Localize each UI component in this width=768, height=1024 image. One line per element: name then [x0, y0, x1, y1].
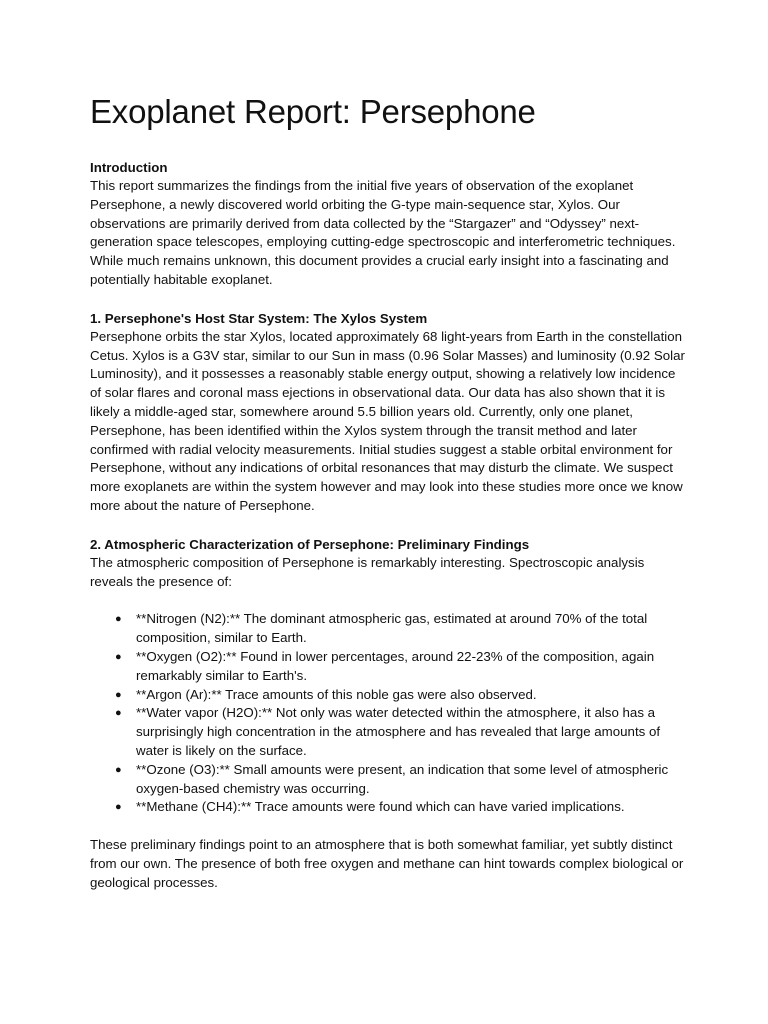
section-host-star: [90, 309, 690, 516]
section-heading-host-star: 1. Persephone's Host Star System: The Xylos System: [90, 310, 428, 326]
section-body-host-star: Persephone orbits the star Xylos, located approximately 68 light-years from Earth in the constellation Cetus. Xylos is a G3V star, similar to our Sun in mass (0.96 Solar Masses) and luminosity (0.92 Solar Luminosity), and it possesses a reasonably stable energy output, showing a relatively low incidence of solar flares and coronal mass ejections in observational data. Our data has also shown that it is likely a middle-aged star, somewhere around 5.5 billion years old. Currently, only one planet, Persephone, has been identified within the Xylos system through the transit method and later confirmed with radial velocity measurements. Initial studies suggest a stable orbital environment for Persephone, without any indications of orbital resonances that may disturb the climate. We suspect more exoplanets are within the system however and may look into these studies more once we know more about the nature of Persephone.: [90, 328, 685, 513]
list-item-text: **Ozone (O3):** Small amounts were present, an indication that some level of atmospheric oxygen-based chemistry was occurring.: [136, 761, 669, 796]
list-item: [90, 686, 690, 705]
section-body-introduction: This report summarizes the findings from the initial five years of observation of the exoplanet Persephone, a newly discovered world orbiting the G-type main-sequence star, Xylos. Our observations are primarily derived from data collected by the “Stargazer” and “Odyssey” next-generation space telescopes, employing cutting-edge spectroscopic and interferometric techniques. While much remains unknown, this document provides a crucial early insight into a fascinating and potentially habitable exoplanet.: [90, 178, 676, 287]
list-item-text: **Oxygen (O2):** Found in lower percentages, around 22-23% of the composition, again remarkably similar to Earth's.: [136, 648, 655, 683]
bullet-icon: ●: [115, 801, 122, 814]
section-heading-atmosphere: 2. Atmospheric Characterization of Persephone: Preliminary Findings: [90, 536, 530, 552]
list-item: [90, 761, 690, 799]
list-item-text: **Nitrogen (N2):** The dominant atmospheric gas, estimated at around 70% of the total composition, similar to Earth.: [136, 611, 648, 646]
document-title: Exoplanet Report: Persephone: [90, 93, 536, 130]
list-item: [90, 798, 690, 817]
list-item: [90, 648, 690, 686]
bullet-icon: ●: [115, 707, 122, 720]
list-item-text: **Water vapor (H2O):** Not only was water detected within the atmosphere, it also has a surprisingly high concentration in the atmosphere and has revealed that large amounts of water is likely on the surface.: [136, 705, 661, 758]
section-atmosphere: [90, 535, 690, 817]
list-item-text: **Argon (Ar):** Trace amounts of this noble gas were also observed.: [136, 686, 537, 702]
atmosphere-bullet-list: [90, 610, 690, 817]
section-introduction: [90, 158, 690, 290]
list-item: [90, 704, 690, 760]
bullet-icon: ●: [115, 688, 122, 701]
bullet-icon: ●: [115, 650, 122, 663]
bullet-icon: ●: [115, 763, 122, 776]
list-item-text: **Methane (CH4):** Trace amounts were found which can have varied implications.: [136, 799, 625, 815]
section-body-atmosphere: The atmospheric composition of Persephone is remarkably interesting. Spectroscopic analysis reveals the presence of:: [90, 554, 645, 589]
section-heading-introduction: Introduction: [90, 160, 168, 175]
list-item: [90, 610, 690, 648]
bullet-icon: ●: [115, 613, 122, 626]
conclusion-paragraph: These preliminary findings point to an atmosphere that is both somewhat familiar, yet subtly distinct from our own. The presence of both free oxygen and methane can hint towards complex biological or geological processes.: [90, 837, 684, 890]
document-page: [90, 90, 690, 893]
